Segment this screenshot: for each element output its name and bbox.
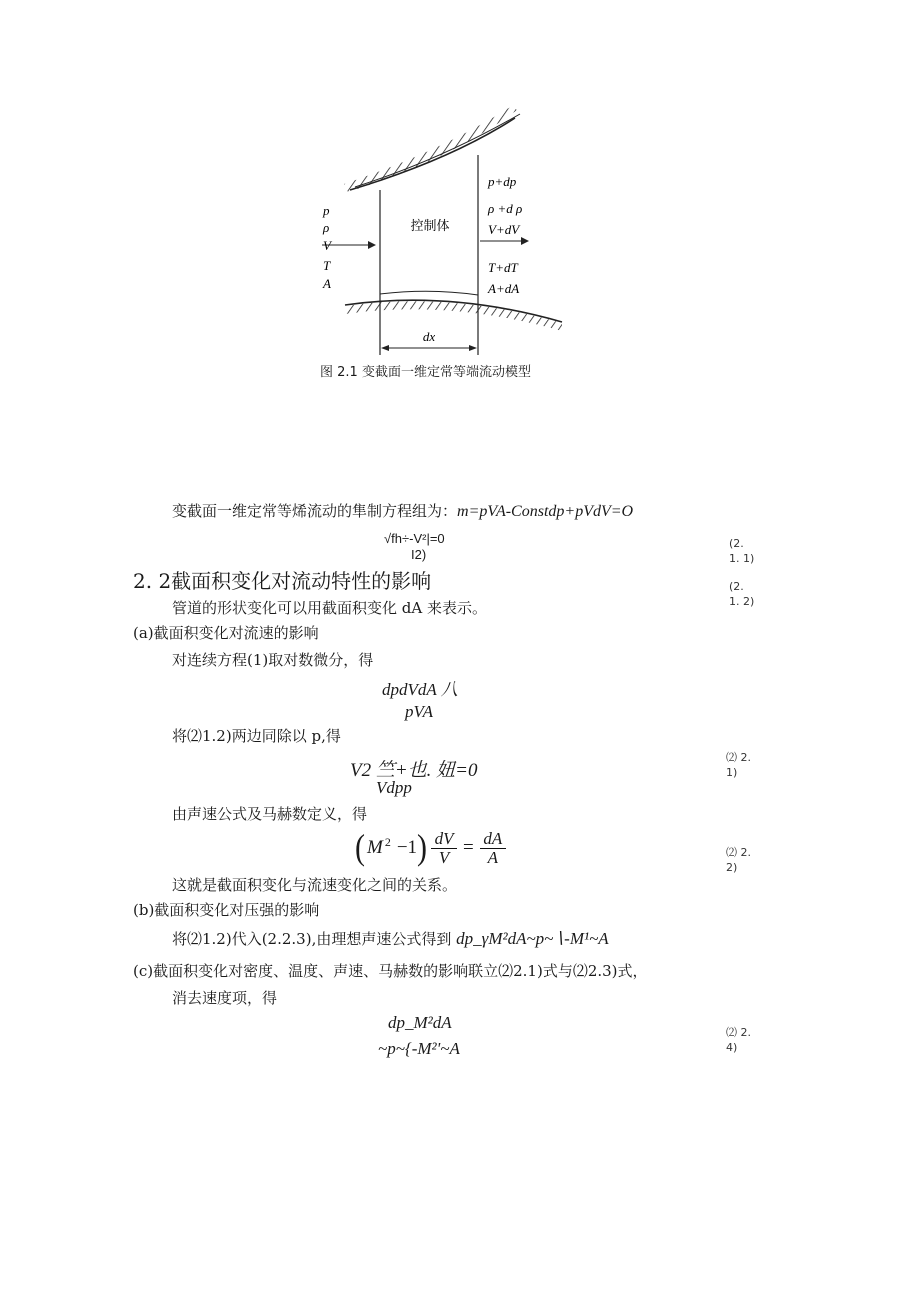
formula-d-denominator: ~p~{-M²'~A (378, 1039, 460, 1058)
figure-caption: 图 2.1 变截面一维定常等端流动模型 (320, 365, 531, 380)
section-heading: 2. 2截面积变化对流动特性的影响 (133, 569, 432, 593)
flow-model-figure (300, 100, 590, 360)
left-label-p: p (323, 203, 330, 218)
mach-symbol: M (367, 837, 383, 858)
formula-a-denominator: pVA (405, 702, 434, 721)
formula-b-numerator: V2 竺+也. 妞=0 (350, 760, 478, 781)
right-label-v: V+dV (488, 222, 520, 237)
equation-number-2-1-2: (2. 1. 2) (729, 580, 755, 608)
left-label-a: A (323, 276, 331, 291)
minus-one: −1 (396, 837, 418, 858)
denominator-a: A (487, 847, 498, 867)
formula-d-numerator: dp_M²dA (388, 1013, 452, 1032)
paragraph-sound-speed: 由声速公式及马赫数定义，得 (172, 805, 368, 823)
formula-b-denominator: Vdpp (376, 778, 412, 797)
paragraph-relation: 这就是截面积变化与流速变化之间的关系。 (172, 876, 458, 894)
fraction-da-a (480, 830, 506, 867)
equation-inline: m=pVA-Constdp+pVdV=O (457, 503, 634, 520)
subsection-c: (c)截面积变化对密度、温度、声速、马赫数的影响联立⑵2.1)式与⑵2.3)式， (133, 962, 648, 980)
paragraph-eliminate: 消去速度项，得 (172, 989, 278, 1007)
equation-number-2-2-4: ⑵ 2. 4) (726, 1026, 751, 1054)
numerator-da: dA (483, 828, 503, 848)
equation-number-2-2-2: ⑵ 2. 2) (726, 846, 751, 874)
subsection-a: (a)截面积变化对流速的影响 (133, 624, 319, 642)
right-label-t: T+dT (488, 260, 518, 275)
right-label-p: p+dp (488, 174, 517, 189)
equals-sign: = (463, 837, 474, 858)
lower-hatch (345, 301, 562, 331)
formula-mach-relation: ( M $^2$ −1 ) dV V = dA A (355, 826, 506, 870)
dx-label: dx (422, 329, 436, 344)
left-label-rho: ρ (323, 220, 330, 235)
paragraph-pressure (172, 928, 609, 949)
equation-number-2-1-1: (2. 1. 1) (729, 537, 755, 565)
control-volume-label: 控制体 (410, 218, 450, 233)
subsection-b: (b)截面积变化对压强的影响 (133, 901, 320, 919)
pressure-formula: dp_γM²dA~p~∖-M¹~A (456, 929, 609, 948)
equation-line-1: √fh÷-V²|=0 (384, 531, 445, 546)
numerator-dv: dV (434, 828, 454, 848)
flow-line-lower (380, 291, 478, 295)
paragraph-log-diff: 对连续方程(1)取对数微分，得 (172, 651, 374, 669)
equation-number-2-2-1: ⑵ 2. 1) (726, 751, 751, 779)
governing-equations-paragraph (172, 500, 633, 521)
paragraph-text: 变截面一维定常等烯流动的隼制方程组为： (172, 502, 458, 520)
fraction-dv-v (431, 830, 457, 867)
left-label-t: T (323, 258, 331, 273)
paragraph-divide: 将⑵1.2)两边同除以 p,得 (172, 727, 341, 745)
right-label-a: A+dA (488, 281, 520, 296)
mach-exponent: 2 (384, 834, 391, 849)
equation-line-2: I2) (411, 547, 427, 562)
right-label-rho: ρ +d ρ (488, 201, 523, 216)
denominator-v: V (438, 847, 450, 867)
paragraph-shape-change: 管道的形状变化可以用截面积变化 dA 来表示。 (172, 599, 487, 617)
paragraph-text: 将⑵1.2)代入(2.2.3),由理想声速公式得到 (172, 930, 457, 948)
formula-a-numerator: dpdVdA 八 (382, 680, 458, 699)
left-label-v: V (323, 238, 331, 253)
